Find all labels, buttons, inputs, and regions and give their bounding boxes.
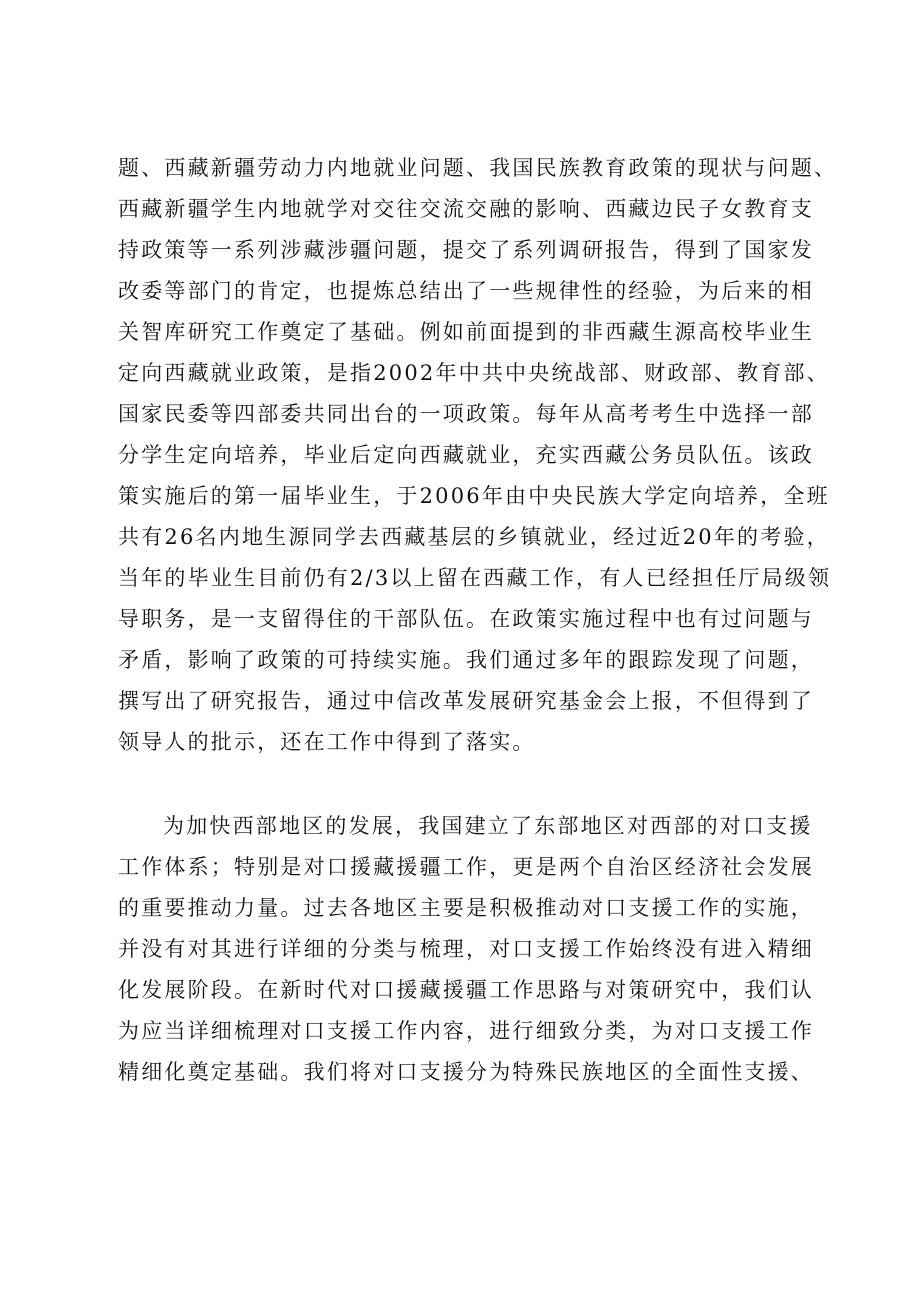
paragraph-line: 撰写出了研究报告，通过中信改革发展研究基金会上报，不但得到了: [118, 689, 814, 713]
paragraph-line: 化发展阶段。在新时代对口援藏援疆工作思路与对策研究中，我们认: [118, 978, 814, 1002]
paragraph-line: 定向西藏就业政策，是指2002年中共中央统战部、财政部、教育部、: [118, 361, 830, 385]
paragraph-line: 的重要推动力量。过去各地区主要是积极推动对口支援工作的实施，: [118, 896, 814, 920]
paragraph-line: 改委等部门的肯定，也提炼总结出了一些规律性的经验，为后来的相: [118, 279, 814, 303]
paragraph-line: 导职务，是一支留得住的干部队伍。在政策实施过程中也有过问题与: [118, 607, 814, 631]
paragraph-line: 领导人的批示，还在工作中得到了落实。: [118, 730, 536, 754]
paragraph-1: [118, 148, 838, 763]
paragraph-2: [118, 806, 818, 1093]
paragraph-line: 精细化奠定基础。我们将对口支援分为特殊民族地区的全面性支援、: [118, 1060, 814, 1084]
paragraph-line: 分学生定向培养，毕业后定向西藏就业，充实西藏公务员队伍。该政: [118, 443, 814, 467]
paragraph-line: 题、西藏新疆劳动力内地就业问题、我国民族教育政策的现状与问题、: [118, 156, 838, 180]
paragraph-line: 共有26名内地生源同学去西藏基层的乡镇就业，经过近20年的考验，: [118, 525, 830, 549]
paragraph-line: 国家民委等四部委共同出台的一项政策。每年从高考考生中选择一部: [118, 402, 814, 426]
paragraph-line: 持政策等一系列涉藏涉疆问题，提交了系列调研报告，得到了国家发: [118, 238, 814, 262]
paragraph-line: 矛盾，影响了政策的可持续实施。我们通过多年的跟踪发现了问题，: [118, 648, 814, 672]
paragraph-line: 并没有对其进行详细的分类与梳理，对口支援工作始终没有进入精细: [118, 937, 814, 961]
paragraph-line: 工作体系；特别是对口援藏援疆工作，更是两个自治区经济社会发展: [118, 855, 814, 879]
paragraph-line: 关智库研究工作奠定了基础。例如前面提到的非西藏生源高校毕业生: [118, 320, 814, 344]
paragraph-line: 当年的毕业生目前仍有2/3以上留在西藏工作，有人已经担任厅局级领: [118, 566, 832, 590]
paragraph-line: 为应当详细梳理对口支援工作内容，进行细致分类，为对口支援工作: [118, 1019, 814, 1043]
paragraph-line-first: 为加快西部地区的发展，我国建立了东部地区对西部的对口支援: [163, 814, 813, 838]
paragraph-line: 策实施后的第一届毕业生，于2006年由中央民族大学定向培养，全班: [118, 484, 830, 508]
paragraph-line: 西藏新疆学生内地就学对交往交流交融的影响、西藏边民子女教育支: [118, 197, 814, 221]
